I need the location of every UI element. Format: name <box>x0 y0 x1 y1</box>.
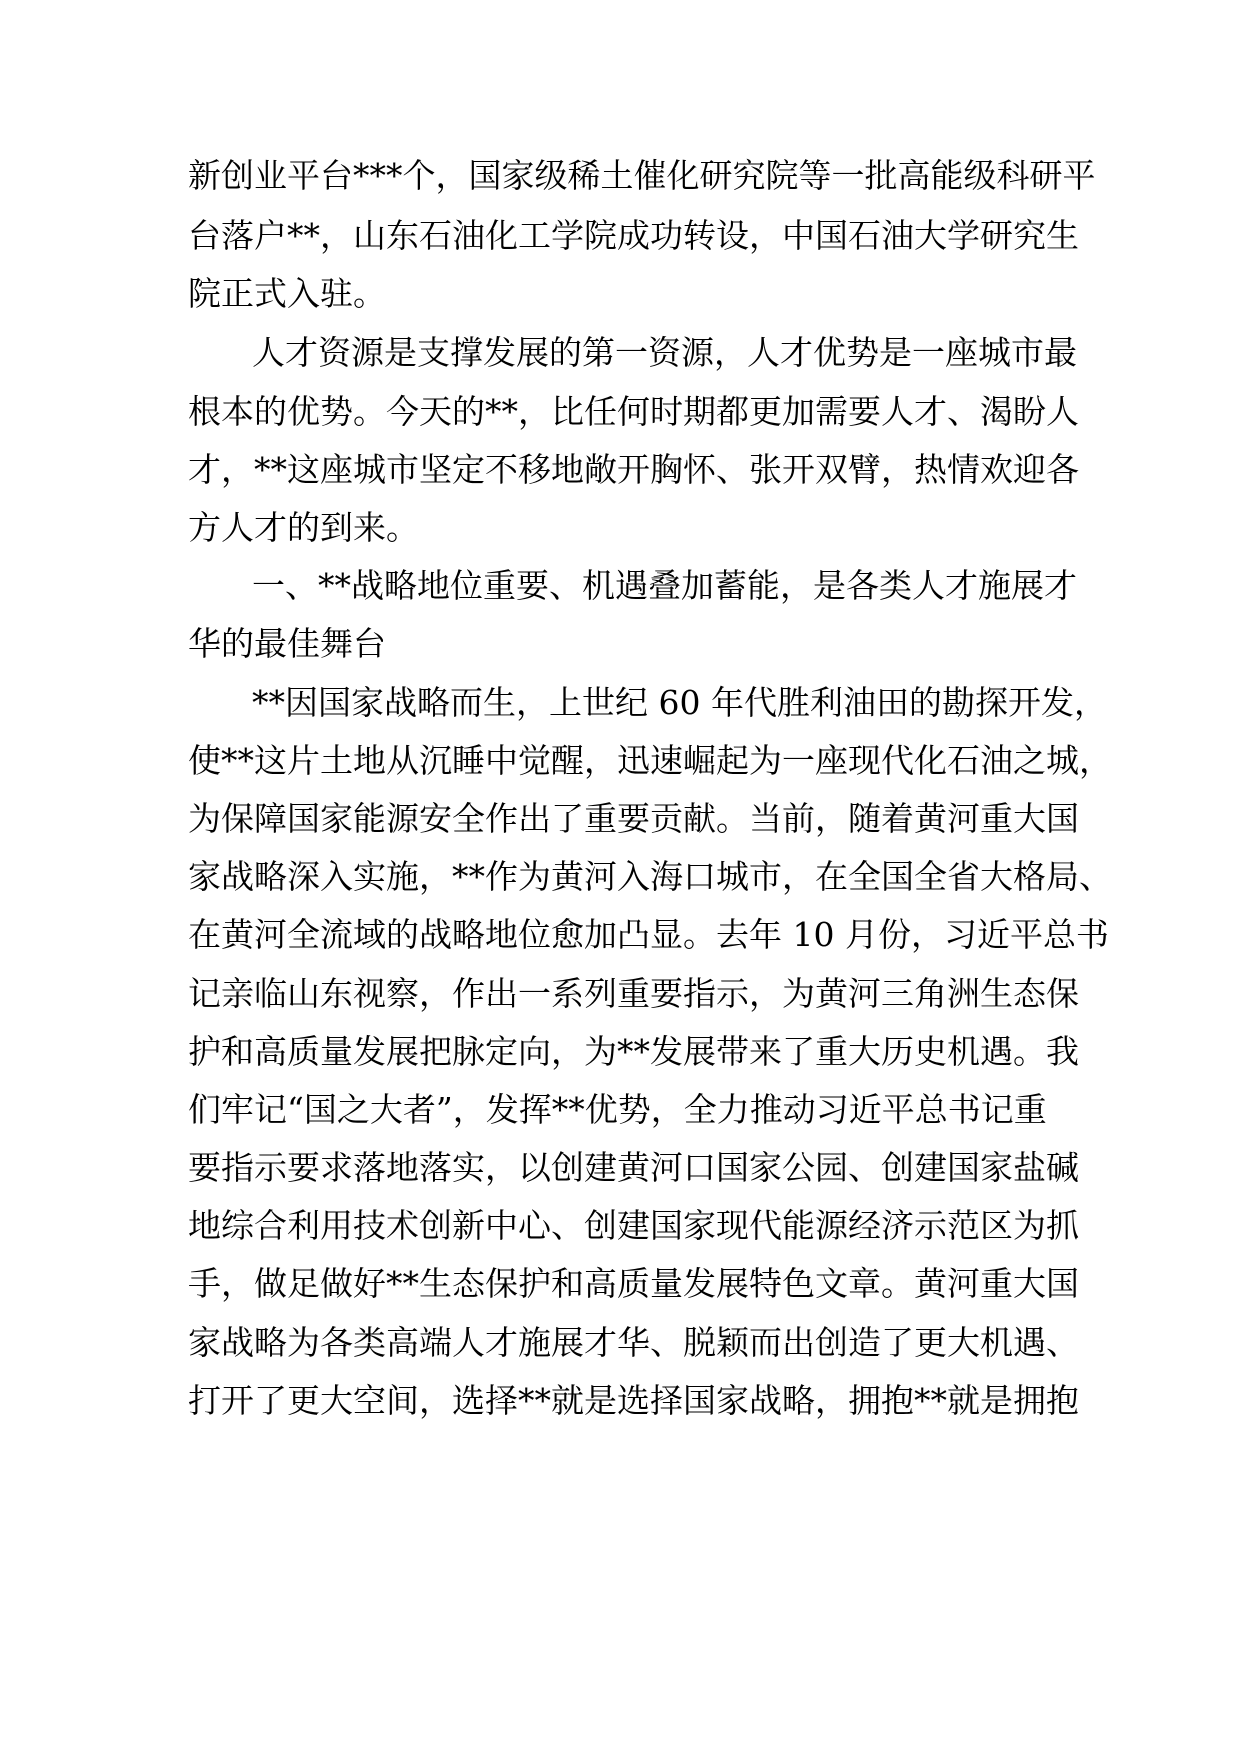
paragraph-start-line: 人才资源是支撑发展的第一资源，人才优势是一座城市最 <box>252 333 1077 372</box>
text-line: 要指示要求落地落实，以创建黄河口国家公园、创建国家盐碱 <box>188 1148 1079 1187</box>
text-line: 在黄河全流域的战略地位愈加凸显。去年 10 月份，习近平总书 <box>188 915 1109 954</box>
text-line: 地综合利用技术创新中心、创建国家现代能源经济示范区为抓 <box>188 1206 1079 1245</box>
text-line: 方人才的到来。 <box>188 508 419 547</box>
section-heading-line: 一、**战略地位重要、机遇叠加蓄能，是各类人才施展才 <box>252 566 1077 605</box>
text-line: 为保障国家能源安全作出了重要贡献。当前，随着黄河重大国 <box>188 799 1079 838</box>
text-line: 院正式入驻。 <box>188 274 386 313</box>
text-line: 根本的优势。今天的**，比任何时期都更加需要人才、渴盼人 <box>188 392 1079 431</box>
section-heading-line: 华的最佳舞台 <box>188 624 386 663</box>
text-line: 打开了更大空间，选择**就是选择国家战略，拥抱**就是拥抱 <box>188 1381 1079 1420</box>
text-line: 护和高质量发展把脉定向，为**发展带来了重大历史机遇。我 <box>188 1032 1079 1071</box>
text-line: 们牢记“国之大者”，发挥**优势，全力推动习近平总书记重 <box>188 1090 1047 1129</box>
text-line: 记亲临山东视察，作出一系列重要指示，为黄河三角洲生态保 <box>188 974 1079 1013</box>
text-line: 台落户**，山东石油化工学院成功转设，中国石油大学研究生 <box>188 216 1079 255</box>
text-line: 使**这片土地从沉睡中觉醒，迅速崛起为一座现代化石油之城， <box>188 741 1112 780</box>
text-line: 新创业平台***个，国家级稀土催化研究院等一批高能级科研平 <box>188 156 1096 195</box>
paragraph-start-line: **因国家战略而生，上世纪 60 年代胜利油田的勘探开发， <box>252 683 1107 722</box>
text-line: 才，**这座城市坚定不移地敞开胸怀、张开双臂，热情欢迎各 <box>188 450 1079 489</box>
text-line: 家战略深入实施，**作为黄河入海口城市，在全国全省大格局、 <box>188 857 1112 896</box>
text-line: 手，做足做好**生态保护和高质量发展特色文章。黄河重大国 <box>188 1264 1079 1303</box>
text-line: 家战略为各类高端人才施展才华、脱颖而出创造了更大机遇、 <box>188 1323 1079 1362</box>
